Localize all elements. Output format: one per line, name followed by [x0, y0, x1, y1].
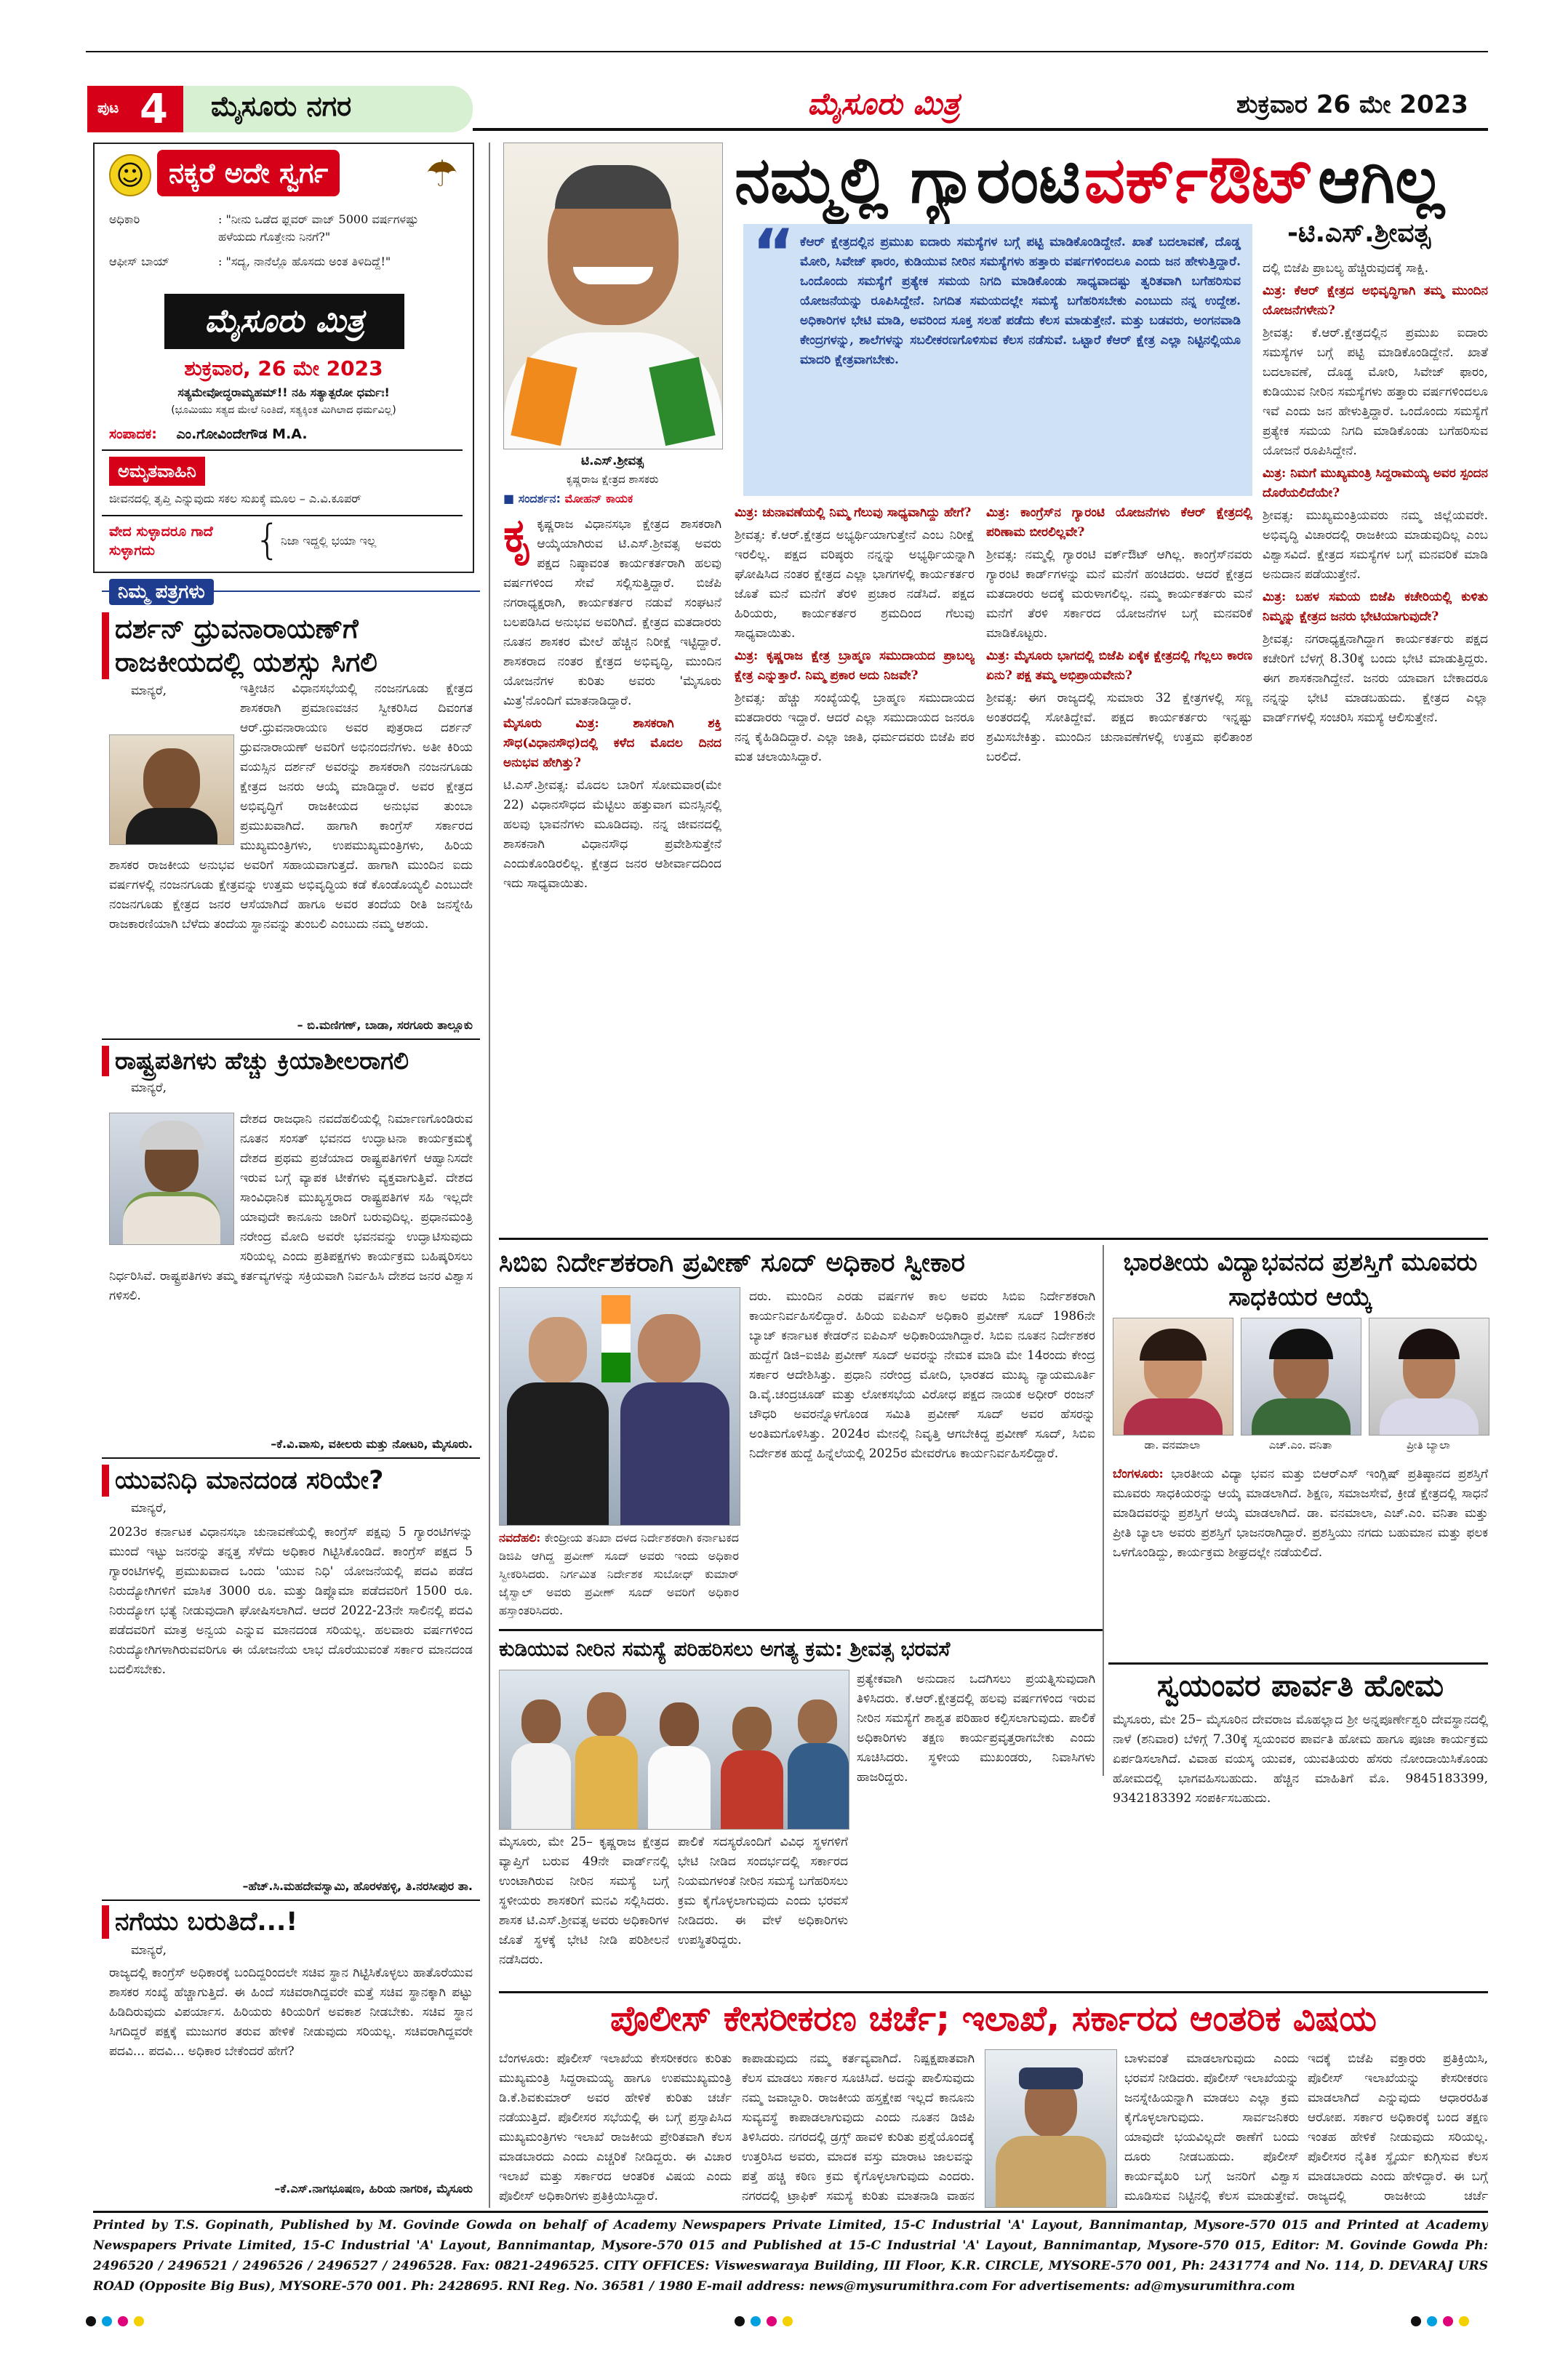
cbi-headline: ಸಿಬಿಐ ನಿರ್ದೇಶಕರಾಗಿ ಪ್ರವೀಣ್ ಸೂದ್ ಅಧಿಕಾರ ಸ್ವೀಕಾರ [499, 1248, 965, 1278]
qa5-question: ಮಿತ್ರ: ಮೈಸೂರು ಭಾಗದಲ್ಲಿ ಬಿಜೆಪಿ ಏಕೈಕ ಕ್ಷೇತ್ರದಲ್ಲಿ ಗೆಲ್ಲಲು ಕಾರಣ ಏನು? ಪಕ್ಷ ತಮ್ಮ ಅಭಿಪ್ರಾಯವೇನು? [986, 649, 1252, 683]
lead-column-2 [735, 503, 975, 1232]
letter-4-text: ರಾಜ್ಯದಲ್ಲಿ ಕಾಂಗ್ರೆಸ್ ಅಧಿಕಾರಕ್ಕೆ ಬಂದಿದ್ದರಿಂದಲೇ ಸಚಿವ ಸ್ಥಾನ ಗಿಟ್ಟಿಸಿಕೊಳ್ಳಲು ಹಾತೊರೆಯುವ ಶಾಸಕರ ಸಂಖ್ಯೆ ಹೆಚ್ಚಾಗುತ್ತಿದೆ. ಈ ಹಿಂದೆ ಸಚಿವರಾಗಿದ್ದವರೇ ಮತ್ತೆ ಸಚಿವ ಸ್ಥಾನಕ್ಕಾಗಿ ಪಟ್ಟು ಹಿಡಿದಿರುವುದು ವಿಪರ್ಯಾಸ. ಹಿರಿಯರು ಕಿರಿಯರಿಗೆ ಅವಕಾಶ ನೀಡಬೇಕು. ಸಚಿವ ಸ್ಥಾನ ಸಿಗದಿದ್ದರೆ ಪಕ್ಷಕ್ಕೆ ಮುಜುಗರ ತರುವ ಹೇಳಿಕೆ ನೀಡುವುದು ಸರಿಯಲ್ಲ. ಸಚಿವರಾಗಿದ್ದವರೇ ಪದವಿ... ಪದವಿ... ಅಧಿಕಾರ ಬೇಕೆಂದರೆ ಹೇಗೆ? [109, 1966, 473, 2059]
page-number-badge [87, 86, 183, 132]
water-photo [499, 1670, 849, 1830]
police-col3-text: ಬಾಳುವಂತೆ ಮಾಡಲಾಗುವುದು ಎಂದು ಭರವಸೆ ನೀಡಿದರು. ಪೊಲೀಸ್ ಇಲಾಖೆಯನ್ನು ಜನಸ್ನೇಹಿಯನ್ನಾಗಿ ಮಾಡಲು ಎಲ್ಲಾ ಕ್ರಮ ಕೈಗೊಳ್ಳಲಾಗುವುದು. ಸಾರ್ವಜನಿಕರು ಯಾವುದೇ ಭಯವಿಲ್ಲದೇ ಠಾಣೆಗೆ ಬಂದು ದೂರು ನೀಡಬಹುದು. ಪೊಲೀಸ್ ಕಾರ್ಯವೈಖರಿ ಬಗ್ಗೆ ಜನರಿಗೆ ವಿಶ್ವಾಸ ಮೂಡಿಸುವ ನಿಟ್ಟಿನಲ್ಲಿ ಕೆಲಸ ಮಾಡುತ್ತೇವೆ. [1124, 2051, 1299, 2203]
letter-2 [102, 1046, 480, 1095]
qa8-question: ಮಿತ್ರ: ಬಹಳ ಸಮಯ ಬಿಜೆಪಿ ಕಚೇರಿಯಲ್ಲಿ ಕುಳಿತು ನಿಮ್ಮನ್ನು ಕ್ಷೇತ್ರದ ಜನರು ಭೇಟಿಯಾಗುವುದೇ? [1263, 590, 1488, 624]
editor-label: ಸಂಪಾದಕ: [109, 426, 157, 442]
humor-q-text: : "ನೀನು ಒಡೆದ ಫ್ಲವರ್ ವಾಜ್ 5000 ವರ್ಷಗಳಷ್ಟು ಹಳೆಯದು ಗೊತ್ತೇನು ನಿನಗೆ?" [218, 212, 419, 244]
qa3-answer: ಶ್ರೀವತ್ಸ: ಹೆಚ್ಚು ಸಂಖ್ಯೆಯಲ್ಲಿ ಬ್ರಾಹ್ಮಣ ಸಮುದಾಯದ ಮತದಾರರು ಇದ್ದಾರೆ. ಆದರೆ ಎಲ್ಲಾ ಸಮುದಾಯದ ಜನರೂ ನನ್ನ ಕೈಹಿಡಿದಿದ್ದಾರೆ. ಎಲ್ಲಾ ಜಾತಿ, ಧರ್ಮದವರು ಬಿಜೆಪಿ ಪರ ಮತ ಚಲಾಯಿಸಿದ್ದಾರೆ. [735, 691, 975, 764]
pull-quote-box [743, 215, 1252, 496]
bhavan-name-2: ಎಚ್.ಎಂ. ವನಿತಾ [1268, 1438, 1332, 1452]
police-photo [985, 2049, 1117, 2208]
proverb-left: ವೇದ ಸುಳ್ಳಾದರೂ ಗಾದೆ ಸುಳ್ಳಾಗದು [109, 524, 213, 559]
qa2-answer: ಶ್ರೀವತ್ಸ: ಕೆ.ಆರ್.ಕ್ಷೇತ್ರದ ಅಭ್ಯರ್ಥಿಯಾಗುತ್ತೇನೆ ಎಂಬ ನಿರೀಕ್ಷೆ ಇರಲಿಲ್ಲ. ಪಕ್ಷದ ವರಿಷ್ಠರು ನನ್ನನ್ನು ಅಭ್ಯರ್ಥಿಯನ್ನಾಗಿ ಘೋಷಿಸಿದ ನಂತರ ಕ್ಷೇತ್ರದ ಎಲ್ಲಾ ಭಾಗಗಳಲ್ಲಿ ಕಾರ್ಯಕರ್ತರ ಜೊತೆ ಮನೆ ಮನೆಗೆ ತೆರಳಿ ಪ್ರಚಾರ ನಡೆಸಿದೆ. ಪಕ್ಷದ ಹಿರಿಯರು, ಕಾರ್ಯಕರ್ತರ ಶ್ರಮದಿಂದ ಗೆಲುವು ಸಾಧ್ಯವಾಯಿತು. [735, 528, 975, 641]
letter-3 [102, 1465, 480, 1516]
humor-a-text: : "ಸದ್ಯ, ನಾನೆಲ್ಲೊ ಹೊಸದು ಅಂತ ತಿಳಿದಿದ್ದೆ!" [218, 255, 391, 268]
brace-icon: { [255, 516, 281, 564]
masthead-small: ಮೈಸೂರು ಮಿತ್ರ [807, 86, 960, 121]
lead-headline [735, 143, 1488, 230]
quote-mark-icon: “ [752, 215, 796, 292]
humor-a-label: ಆಫೀಸ್ ಬಾಯ್ [109, 255, 170, 268]
bhavan-body [1113, 1465, 1488, 1660]
cbi-caption-label: ನವದೆಹಲಿ: [499, 1531, 541, 1545]
cbi-photo [499, 1287, 740, 1526]
print-marks-center [735, 2315, 799, 2329]
water-body-2 [678, 1833, 848, 1985]
interviewer-label: ಸಂದರ್ಶನ: [518, 492, 561, 505]
humor-title: ನಕ್ಕರೆ ಅದೇ ಸ್ವರ್ಗ [157, 150, 340, 196]
qa1-answer: ಟಿ.ಎಸ್.ಶ್ರೀವತ್ಸ: ಮೊದಲ ಬಾರಿಗೆ ಸೋಮವಾರ(ಮೇ 22) ವಿಧಾನಸೌಧದ ಮೆಟ್ಟಿಲು ಹತ್ತುವಾಗ ಮನಸ್ಸಿನಲ್ಲಿ ಹಲವು ಭಾವನೆಗಳು ಮೂಡಿದವು. ನನ್ನ ಜೀವನದಲ್ಲಿ ಶಾಸಕನಾಗಿ ವಿಧಾನಸೌಧ ಪ್ರವೇಶಿಸುತ್ತೇನೆ ಎಂದುಕೊಂಡಿರಲಿಲ್ಲ. ಕ್ಷೇತ್ರದ ಜನರ ಆಶೀರ್ವಾದದಿಂದ ಇದು ಸಾಧ್ಯವಾಯಿತು. [503, 778, 721, 891]
letter-divider-2 [102, 1457, 480, 1459]
sidebar-divider [102, 449, 463, 451]
qa5-answer: ಶ್ರೀವತ್ಸ: ಈಗ ರಾಜ್ಯದಲ್ಲಿ ಸುಮಾರು 32 ಕ್ಷೇತ್ರಗಳಲ್ಲಿ ಸಣ್ಣ ಅಂತರದಲ್ಲಿ ಸೋತಿದ್ದೇವೆ. ಪಕ್ಷದ ಕಾರ್ಯಕರ್ತರು ಇನ್ನಷ್ಟು ಶ್ರಮಿಸಬೇಕಿತ್ತು. ಮುಂದಿನ ಚುನಾವಣೆಗಳಲ್ಲಿ ಉತ್ತಮ ಫಲಿತಾಂಶ ಬರಲಿದೆ. [986, 691, 1252, 764]
humor-question [109, 211, 458, 246]
bhavan-photo-2 [1241, 1318, 1361, 1436]
cbi-caption [499, 1529, 739, 1625]
homa-body [1113, 1710, 1488, 1851]
police-col2-text: ಕಾಪಾಡುವುದು ನಮ್ಮ ಕರ್ತವ್ಯವಾಗಿದೆ. ನಿಷ್ಪಕ್ಷಪಾತವಾಗಿ ಕೆಲಸ ಮಾಡಲು ಸರ್ಕಾರ ಸೂಚಿಸಿದೆ. ಅದನ್ನು ಪಾಲಿಸುವುದು ನಮ್ಮ ಜವಾಬ್ದಾರಿ. ರಾಜಕೀಯ ಹಸ್ತಕ್ಷೇಪ ಇಲ್ಲದೆ ಕಾನೂನು ಸುವ್ಯವಸ್ಥೆ ಕಾಪಾಡಲಾಗುವುದು ಎಂದು ನೂತನ ಡಿಜಿಪಿ ತಿಳಿಸಿದರು. ನಗರದಲ್ಲಿ ಡ್ರಗ್ಸ್ ಹಾವಳಿ ಕುರಿತು ಪ್ರಶ್ನೆಯೊಂದಕ್ಕೆ ಉತ್ತರಿಸಿದ ಅವರು, ಮಾದಕ ವಸ್ತು ಮಾರಾಟ ಜಾಲವನ್ನು ಪತ್ತೆ ಹಚ್ಚಿ ಕಠಿಣ ಕ್ರಮ ಕೈಗೊಳ್ಳಲಾಗುವುದು ಎಂದರು. ನಗರದಲ್ಲಿ ಟ್ರಾಫಿಕ್ ಸಮಸ್ಯೆ ಕುರಿತು ಮಾತನಾಡಿ ವಾಹನ [742, 2051, 975, 2203]
qa6-answer: ಶ್ರೀವತ್ಸ: ಕೆ.ಆರ್.ಕ್ಷೇತ್ರದಲ್ಲಿನ ಪ್ರಮುಖ ಐದಾರು ಸಮಸ್ಯೆಗಳ ಬಗ್ಗೆ ಪಟ್ಟಿ ಮಾಡಿಕೊಂಡಿದ್ದೇನೆ. ಖಾತೆ ಬದಲಾವಣೆ, ದೊಡ್ಡ ಮೋರಿ, ಸಿವೇಜ್ ಫಾರಂ, ಕುಡಿಯುವ ನೀರಿನ ಸಮಸ್ಯೆಗಳು ಹತ್ತಾರು ವರ್ಷಗಳಿಂದಲೂ ಇವೆ ಎಂದು ಜನ ಹೇಳುತ್ತಿದ್ದಾರೆ. ಒಂದೊಂದು ಸಮಸ್ಯೆಗೆ ಪ್ರತ್ಯೇಕ ಸಮಯ ನಿಗದಿ ಮಾಡಿಕೊಂಡು ಬಗೆಹರಿಸುವ ಯೋಜನೆ ರೂಪಿಸಿದ್ದೇನೆ. [1263, 326, 1488, 458]
lead-column-1 [503, 515, 721, 1232]
lead-bottom-rule [499, 1238, 1488, 1240]
police-col-4 [1308, 2049, 1488, 2206]
column-rule [489, 143, 490, 2208]
humor-answer [109, 253, 458, 271]
column-rule-2 [1103, 1245, 1104, 1776]
lead-col4-text: ದಲ್ಲಿ ಬಿಜೆಪಿ ಪ್ರಾಬಲ್ಯ ಹೆಚ್ಚಿರುವುದಕ್ಕೆ ಸಾಕ್ಷಿ. [1263, 261, 1429, 276]
masthead-motto-2: (ಭೂಮಿಯು ಸತ್ಯದ ಮೇಲೆ ನಿಂತಿದೆ, ಸತ್ಯಕ್ಕಿಂತ ಮಿಗಿಲಾದ ಧರ್ಮವಿಲ್ಲ) [171, 404, 396, 416]
letter-2-body [109, 1110, 473, 1434]
interviewer-line [503, 492, 721, 506]
bhavan-photo-1 [1113, 1318, 1233, 1436]
laughing-face-icon: ☺ [109, 154, 151, 196]
letter-divider-3 [102, 1899, 480, 1901]
pull-quote-text: ಕೆಆರ್ ಕ್ಷೇತ್ರದಲ್ಲಿನ ಪ್ರಮುಖ ಐದಾರು ಸಮಸ್ಯೆಗಳ ಬಗ್ಗೆ ಪಟ್ಟಿ ಮಾಡಿಕೊಂಡಿದ್ದೇನೆ. ಖಾತೆ ಬದಲಾವಣೆ, ದೊಡ್ಡ ಮೋರಿ, ಸಿವೇಜ್ ಫಾರಂ, ಕುಡಿಯುವ ನೀರಿನ ಸಮಸ್ಯೆಗಳು ಹತ್ತಾರು ವರ್ಷಗಳಿಂದಲೂ ಎಂದು ಜನ ಹೇಳುತ್ತಿದ್ದಾರೆ. ಒಂದೊಂದು ಸಮಸ್ಯೆಗೆ ಪ್ರತ್ಯೇಕ ಸಮಯ ನಿಗದಿ ಮಾಡಿಕೊಂಡು ಸಾಧ್ಯವಾದಷ್ಟು ತ್ವರಿತವಾಗಿ ಬಗೆಹರಿಸುವ ಯೋಜನೆಯನ್ನು ರೂಪಿಸಿದ್ದೇನೆ. ನಿಗದಿತ ಸಮಯದಲ್ಲೇ ಸಮಸ್ಯೆ ಬಗೆಹರಿಸಬೇಕು ಎಂಬುದು ನನ್ನ ಉದ್ದೇಶ. ಅಧಿಕಾರಿಗಳ ಭೇಟಿ ಮಾಡಿ, ಅವರಿಂದ ಸೂಕ್ತ ಸಲಹೆ ಪಡೆದು ಕೆಲಸ ಮಾಡುತ್ತೇನೆ. ಮತ್ತು ಬಡವರು, ಅಂಗನವಾಡಿ ಕೇಂದ್ರಗಳನ್ನು, ಶಾಲೆಗಳನ್ನು ಸಬಲೀಕರಣಗೊಳಿಸುವ ಕೆಲಸ ನಡೆಸುವೆ. ಒಟ್ಟಾರೆ ಕೆಆರ್ ಕ್ಷೇತ್ರ ಎಲ್ಲಾ ನಿಟ್ಟಿನಲ್ಲಿಯೂ ಮಾದರಿ ಕ್ಷೇತ್ರವಾಗಬೇಕು. [800, 235, 1241, 367]
page-label: ಪುಟ [97, 99, 119, 116]
cbi-body [749, 1287, 1095, 1625]
bhavan-photo-3 [1369, 1318, 1489, 1436]
bhavan-body-label: ಬೆಂಗಳೂರು: [1113, 1467, 1164, 1481]
police-top-rule [499, 1991, 1488, 1993]
sidebar-divider-2 [102, 515, 463, 516]
letter-3-sign: –ಹೆಚ್.ಸಿ.ಮಹದೇವಸ್ವಾಮಿ, ಹೊರಳಹಳ್ಳಿ, ತಿ.ನರಸೀಪುರ ತಾ. [242, 1879, 473, 1893]
masthead-logo [164, 294, 404, 349]
letter-1-body [109, 679, 473, 1017]
qa7-answer: ಶ್ರೀವತ್ಸ: ಮುಖ್ಯಮಂತ್ರಿಯವರು ನಮ್ಮ ಜಿಲ್ಲೆಯವರೇ. ಅಭಿವೃದ್ಧಿ ವಿಚಾರದಲ್ಲಿ ರಾಜಕೀಯ ಮಾಡುವುದಿಲ್ಲ ಎಂಬ ವಿಶ್ವಾಸವಿದೆ. ಕ್ಷೇತ್ರದ ಸಮಸ್ಯೆಗಳ ಬಗ್ಗೆ ಮನವರಿಕೆ ಮಾಡಿ ಅನುದಾನ ಪಡೆಯುತ್ತೇನೆ. [1263, 508, 1488, 582]
footer-imprint: Printed by T.S. Gopinath, Published by M. Govinde Gowda on behalf of Academy Newspapers Private Limited, 15-C Industrial 'A' Layout, Bannimantap, Mysore-570 015 and Printed at Academy Newspapers Private Limited, 15-C Industrial 'A' Layout, Bannimantap, Mysore-570 015 and Published at 15-C Industrial 'A' Layout, Bannimantap, Mysore-570 015, Editor: M. Govinde Gowda Ph: 2496520 / 2496521 / 2496526 / 2496527 / 2496528. Fax: 0821-2496525. CITY OFFICES: Visweswaraya Building, III Floor, K.R. CIRCLE, MYSORE-570 001, Ph: 2431774 and No. 114, D. DEVARAJ URS ROAD (Opposite Big Bus), MYSORE-570 001. Ph: 2428695. RNI Reg. No. 36581 / 1980 E-mail address: news@mysurumithra.com For advertisements: ad@mysurumithra.com [93, 2218, 1488, 2294]
bhavan-name-1: ಡಾ. ವನಮಾಲಾ [1144, 1438, 1201, 1452]
proverb-right: ನಿಜಾ ಇದ್ದಲ್ಲಿ ಭಯಾ ಇಲ್ಲ [281, 534, 377, 548]
letter-1-title: ದರ್ಶನ್ ಧ್ರುವನಾರಾಯಣ್‌ಗೆ ರಾಜಕೀಯದಲ್ಲಿ ಯಶಸ್ಸು ಸಿಗಲಿ [102, 612, 480, 679]
water-body-2-text: ಪಾಲಿಕೆ ಸದಸ್ಯರೊಂದಿಗೆ ವಿವಿಧ ಸ್ಥಳಗಳಿಗೆ ಭೇಟಿ ನೀಡಿದ ಸಂದರ್ಭದಲ್ಲಿ ಸರ್ಕಾರದ ನಿಯಮಗಳಂತೆ ನೀರಿನ ಸಮಸ್ಯೆ ಬಗೆಹರಿಸಲು ಕ್ರಮ ಕೈಗೊಳ್ಳಲಾಗುವುದು ಎಂದು ಭರವಸೆ ನೀಡಿದರು. ಈ ವೇಳೆ ಅಧಿಕಾರಿಗಳು ಉಪಸ್ಥಿತರಿದ್ದರು. [678, 1835, 848, 1947]
amrutha-title: ಅಮೃತವಾಹಿನಿ [109, 457, 205, 486]
water-body-1 [499, 1833, 669, 1985]
police-headline: ಪೊಲೀಸ್ ಕೇಸರೀಕರಣ ಚರ್ಚೆ; ಇಲಾಖೆ, ಸರ್ಕಾರದ ಆಂತರಿಕ ವಿಷಯ [610, 1998, 1377, 2039]
humor-body [109, 211, 458, 271]
water-body-3 [857, 1670, 1095, 1985]
editor-line [109, 426, 458, 442]
police-col-1 [499, 2049, 732, 2206]
police-col-3 [1124, 2049, 1299, 2206]
bhavan-body-text: ಭಾರತೀಯ ವಿದ್ಯಾ ಭವನ ಮತ್ತು ಬಿಆರ್‌ಎಸ್ ಇಂಗ್ಲಿಷ್ ಪ್ರತಿಷ್ಠಾನದ ಪ್ರಶಸ್ತಿಗೆ ಮೂವರು ಸಾಧಕಿಯರನ್ನು ಆಯ್ಕೆ ಮಾಡಲಾಗಿದೆ. ಶಿಕ್ಷಣ, ಸಮಾಜಸೇವೆ, ಕ್ರೀಡೆ ಕ್ಷೇತ್ರದಲ್ಲಿ ಸಾಧನೆ ಮಾಡಿದವರನ್ನು ಪ್ರಶಸ್ತಿಗೆ ಆಯ್ಕೆ ಮಾಡಲಾಗಿದೆ. ಡಾ. ವನಮಾಲಾ, ಎಚ್.ಎಂ. ವನಿತಾ ಮತ್ತು ಪ್ರೀತಿ ಬ್ಯಾಲಾ ಅವರು ಪ್ರಶಸ್ತಿಗೆ ಭಾಜನರಾಗಿದ್ದಾರೆ. ಪ್ರಶಸ್ತಿಯು ನಗದು ಬಹುಮಾನ ಮತ್ತು ಫಲಕ ಒಳಗೊಂಡಿದ್ದು, ಕಾರ್ಯಕ್ರಮ ಶೀಘ್ರದಲ್ಲೇ ನಡೆಯಲಿದೆ. [1113, 1467, 1488, 1560]
lead-col1-text: ಕೃಷ್ಣರಾಜ ವಿಧಾನಸಭಾ ಕ್ಷೇತ್ರದ ಶಾಸಕರಾಗಿ ಆಯ್ಕೆಯಾಗಿರುವ ಟಿ.ಎಸ್.ಶ್ರೀವತ್ಸ ಅವರು ಪಕ್ಷದ ನಿಷ್ಠಾವಂತ ಕಾರ್ಯಕರ್ತರಾಗಿ ಹಲವು ವರ್ಷಗಳಿಂದ ಸೇವೆ ಸಲ್ಲಿಸುತ್ತಿದ್ದಾರೆ. ಬಿಜೆಪಿ ನಗರಾಧ್ಯಕ್ಷರಾಗಿ, ಕಾರ್ಯಕರ್ತರ ನಡುವೆ ಸಂಘಟನೆ ಬಲಪಡಿಸಿದ ಅನುಭವ ಅವರಿಗಿದೆ. ಕ್ಷೇತ್ರದ ಮತದಾರರು ನೂತನ ಶಾಸಕರ ಮೇಲೆ ಹೆಚ್ಚಿನ ನಿರೀಕ್ಷೆ ಇಟ್ಟಿದ್ದಾರೆ. ಶಾಸಕರಾದ ನಂತರ ಕ್ಷೇತ್ರದ ಅಭಿವೃದ್ಧಿ, ಮುಂದಿನ ಯೋಜನೆಗಳ ಕುರಿತು ಅವರು 'ಮೈಸೂರು ಮಿತ್ರ'ನೊಂದಿಗೆ ಮಾತನಾಡಿದ್ದಾರೆ. [503, 517, 721, 708]
qa1-question: ಮೈಸೂರು ಮಿತ್ರ: ಶಾಸಕರಾಗಿ ಶಕ್ತಿ ಸೌಧ(ವಿಧಾನಸೌಧ)ದಲ್ಲಿ ಕಳೆದ ಮೊದಲ ದಿನದ ಅನುಭವ ಹೇಗಿತ್ತು? [503, 716, 721, 770]
qa6-question: ಮಿತ್ರ: ಕೆಆರ್ ಕ್ಷೇತ್ರದ ಅಭಿವೃದ್ಧಿಗಾಗಿ ತಮ್ಮ ಮುಂದಿನ ಯೋಜನೆಗಳೇನು? [1263, 284, 1488, 318]
print-marks-left [86, 2315, 150, 2329]
lead-byline: -ಟಿ.ಎಸ್.ಶ್ರೀವತ್ಸ [1287, 218, 1431, 248]
interviewer-name: ಮೋಹನ್ ಕಾಯಕ [564, 492, 633, 505]
letter-3-salute: ಮಾನ್ಯರೆ, [131, 1501, 167, 1516]
header-rule [473, 128, 1488, 131]
humor-header [109, 150, 458, 201]
letter-1-sign: – ಬಿ.ಮಣಿಗಣ್, ಬಾಡಾ, ಸರಗೂರು ತಾಲ್ಲೂಕು [297, 1018, 473, 1032]
lead-headline-3: ಆಗಿಲ್ಲ [1318, 143, 1444, 217]
cbi-bottom-rule [499, 1629, 1103, 1631]
bhavan-headline: ಭಾರತೀಯ ವಿದ್ಯಾಭವನದ ಪ್ರಶಸ್ತಿಗೆ ಮೂವರು ಸಾಧಕಿಯರ ಆಯ್ಕೆ [1123, 1248, 1478, 1312]
letter-2-sign: –ಕೆ.ವಿ.ವಾಸು, ವಕೀಲರು ಮತ್ತು ನೋಟರಿ, ಮೈಸೂರು. [271, 1437, 473, 1451]
editor-name: ಎಂ.ಗೋವಿಂದೇಗೌಡ M.A. [176, 426, 308, 442]
letter-4-sign: –ಕೆ.ಎಸ್.ನಾಗಭೂಷಣ, ಹಿರಿಯ ನಾಗರಿಕ, ಮೈಸೂರು [274, 2182, 473, 2195]
letter-4-body [109, 1963, 473, 2179]
qa2-question: ಮಿತ್ರ: ಚುನಾವಣೆಯಲ್ಲಿ ನಿಮ್ಮ ಗೆಲುವು ಸಾಧ್ಯವಾಗಿದ್ದು ಹೇಗೆ? [735, 505, 972, 520]
header-date: ಶುಕ್ರವಾರ 26 ಮೇ 2023 [1236, 90, 1468, 119]
letter-4-title: ನಗೆಯು ಬರುತಿದೆ...! [102, 1905, 480, 1939]
bhavan-photos [1113, 1318, 1488, 1459]
scarecrow-icon: ☂ [425, 153, 458, 195]
letter-1-text: ಇತ್ತೀಚಿನ ವಿಧಾನಸಭೆಯಲ್ಲಿ ನಂಜನಗೂಡು ಕ್ಷೇತ್ರದ ಶಾಸಕರಾಗಿ ಪ್ರಮಾಣವಚನ ಸ್ವೀಕರಿಸಿದ ದಿವಂಗತ ಆರ್.ಧ್ರುವನಾರಾಯಣ ಅವರ ಪುತ್ರರಾದ ದರ್ಶನ್ ಧ್ರುವನಾರಾಯಣ್ ಅವರಿಗೆ ಅಭಿನಂದನೆಗಳು. ಅತೀ ಕಿರಿಯ ವಯಸ್ಸಿನ ದರ್ಶನ್ ಅವರನ್ನು ಶಾಸಕರಾಗಿ ನಂಜನಗೂಡು ಕ್ಷೇತ್ರದ ಜನರು ಆಯ್ಕೆ ಮಾಡಿದ್ದಾರೆ. ಅವರ ಕ್ಷೇತ್ರದ ಅಭಿವೃದ್ಧಿಗೆ ರಾಜಕೀಯದ ಅನುಭವ ತುಂಬಾ ಪ್ರಮುಖವಾಗಿದೆ. ಹಾಗಾಗಿ ಕಾಂಗ್ರೆಸ್ ಸರ್ಕಾರದ ಮುಖ್ಯಮಂತ್ರಿಗಳು, ಉಪಮುಖ್ಯಮಂತ್ರಿಗಳು, ಹಿರಿಯ ಶಾಸಕರ ರಾಜಕೀಯ ಅನುಭವ ಅವರಿಗೆ ಸಹಾಯವಾಗುತ್ತದೆ. ಹಾಗಾಗಿ ಮುಂದಿನ ಐದು ವರ್ಷಗಳಲ್ಲಿ ನಂಜನಗೂಡು ಕ್ಷೇತ್ರವನ್ನು ಉತ್ತಮ ಅಭಿವೃದ್ಧಿಯ ಕಡೆ ಕೊಂಡೊಯ್ಯಲಿ ಎಂಬುದೇ ನಂಜನಗೂಡು ಕ್ಷೇತ್ರದ ಜನರ ಆಸೆಯಾಗಿದೆ ಹಾಗೂ ಅವರ ತಂದೆಯ ರೀತಿ ಜನಸ್ನೇಹಿ ರಾಜಕಾರಣಿಯಾಗಿ ಬೆಳೆದು ತಂದೆಯ ಸ್ಥಾನವನ್ನು ತುಂಬಲಿ ಎಂಬುದು ನಮ್ಮ ಆಶಯ. [109, 681, 473, 932]
print-marks-right [1411, 2315, 1475, 2329]
qa4-question: ಮಿತ್ರ: ಕಾಂಗ್ರೆಸ್‌ನ ಗ್ಯಾರಂಟಿ ಯೋಜನೆಗಳು ಕೆಆರ್ ಕ್ಷೇತ್ರದಲ್ಲಿ ಪರಿಣಾಮ ಬೀರಲಿಲ್ಲವೇ? [986, 505, 1252, 540]
section-title: ಮೈಸೂರು ನಗರ [211, 90, 352, 122]
bhavan-name-3: ಪ್ರೀತಿ ಬ್ಯಾಲಾ [1407, 1438, 1450, 1452]
qa4-answer: ಶ್ರೀವತ್ಸ: ನಮ್ಮಲ್ಲಿ ಗ್ಯಾರಂಟಿ ವರ್ಕ್‌ಔಟ್ ಆಗಿಲ್ಲ. ಕಾಂಗ್ರೆಸ್‌ನವರು ಗ್ಯಾರಂಟಿ ಕಾರ್ಡ್‌ಗಳನ್ನು ಮನೆ ಮನೆಗೆ ಹಂಚಿದರು. ಆದರೆ ಕ್ಷೇತ್ರದ ಮತದಾರರು ಅದಕ್ಕೆ ಮರುಳಾಗಲಿಲ್ಲ. ನಮ್ಮ ಕಾರ್ಯಕರ್ತರು ಮನೆ ಮನೆಗೆ ತೆರಳಿ ಸರ್ಕಾರದ ಯೋಜನೆಗಳ ಬಗ್ಗೆ ಮನವರಿಕೆ ಮಾಡಿಕೊಟ್ಟರು. [986, 548, 1252, 641]
letter-divider [102, 1038, 480, 1040]
letter-2-salute: ಮಾನ್ಯರೆ, [131, 1081, 167, 1095]
drop-cap: ಕೃ [503, 515, 533, 563]
letter-2-title: ರಾಷ್ಟ್ರಪತಿಗಳು ಹೆಚ್ಚು ಕ್ರಿಯಾಶೀಲರಾಗಲಿ [102, 1046, 480, 1076]
letter-3-title: ಯುವನಿಧಿ ಮಾನದಂಡ ಸರಿಯೇ? [102, 1465, 480, 1497]
letter-4 [102, 1905, 480, 1958]
lead-photo-name: ಟಿ.ಎಸ್.ಶ್ರೀವತ್ಸ [581, 454, 644, 468]
letter-4-salute: ಮಾನ್ಯರೆ, [131, 1943, 167, 1958]
masthead-date: ಶುಕ್ರವಾರ, 26 ಮೇ 2023 [184, 356, 383, 380]
police-col4-text: ಇದಕ್ಕೆ ಬಿಜೆಪಿ ವಕ್ತಾರರು ಪ್ರತಿಕ್ರಿಯಿಸಿ, ಪೊಲೀಸ್ ಇಲಾಖೆಯನ್ನು ಕೇಸರೀಕರಣ ಮಾಡಲಾಗಿದೆ ಎನ್ನುವುದು ಆಧಾರರಹಿತ ಆರೋಪ. ಸರ್ಕಾರ ಅಧಿಕಾರಕ್ಕೆ ಬಂದ ತಕ್ಷಣ ಇಂತಹ ಹೇಳಿಕೆ ನೀಡುವುದು ಸರಿಯಲ್ಲ. ಪೊಲೀಸರ ನೈತಿಕ ಸ್ಥೈರ್ಯ ಕುಗ್ಗಿಸುವ ಕೆಲಸ ಮಾಡಬಾರದು ಎಂದು ಹೇಳಿದ್ದಾರೆ. ಈ ಬಗ್ಗೆ ರಾಜ್ಯದಲ್ಲಿ ರಾಜಕೀಯ ಚರ್ಚೆ [1308, 2051, 1488, 2203]
cbi-caption-text: ಕೇಂದ್ರೀಯ ತನಿಖಾ ದಳದ ನಿರ್ದೇಶಕರಾಗಿ ಕರ್ನಾಟಕದ ಡಿಜಿಪಿ ಆಗಿದ್ದ ಪ್ರವೀಣ್ ಸೂದ್ ಅವರು ಇಂದು ಅಧಿಕಾರ ಸ್ವೀಕರಿಸಿದರು. ನಿರ್ಗಮಿತ ನಿರ್ದೇಶಕ ಸುಬೋಧ್ ಕುಮಾರ್ ಜೈಸ್ವಾಲ್ ಅವರು ಪ್ರವೀಣ್ ಸೂದ್ ಅವರಿಗೆ ಅಧಿಕಾರ ಹಸ್ತಾಂತರಿಸಿದರು. [499, 1531, 739, 1617]
lead-photo [503, 143, 723, 449]
water-body-3-text: ಪ್ರತ್ಯೇಕವಾಗಿ ಅನುದಾನ ಒದಗಿಸಲು ಪ್ರಯತ್ನಿಸುವುದಾಗಿ ತಿಳಿಸಿದರು. ಕೆ.ಆರ್.ಕ್ಷೇತ್ರದಲ್ಲಿ ಹಲವು ವರ್ಷಗಳಿಂದ ಇರುವ ನೀರಿನ ಸಮಸ್ಯೆಗೆ ಶಾಶ್ವತ ಪರಿಹಾರ ಕಲ್ಪಿಸಲಾಗುವುದು. ಪಾಲಿಕೆ ಅಧಿಕಾರಿಗಳು ತಕ್ಷಣ ಕಾರ್ಯಪ್ರವೃತ್ತರಾಗಬೇಕು ಎಂದು ಸೂಚಿಸಿದರು. ಸ್ಥಳೀಯ ಮುಖಂಡರು, ನಿವಾಸಿಗಳು ಹಾಜರಿದ್ದರು. [857, 1672, 1095, 1785]
lead-column-4 [1263, 259, 1488, 1230]
lead-headline-2: ವರ್ಕ್‌ಔಟ್ [1084, 143, 1315, 217]
masthead-logo-text: ಮೈಸೂರು ಮಿತ್ರ [204, 303, 364, 340]
footer-rule [93, 2211, 1488, 2213]
lead-photo-role: ಕೃಷ್ಣರಾಜ ಕ್ಷೇತ್ರದ ಶಾಸಕರು [566, 473, 659, 486]
humor-q-label: ಅಧಿಕಾರಿ [109, 212, 140, 226]
qa7-question: ಮಿತ್ರ: ನಿಮಗೆ ಮುಖ್ಯಮಂತ್ರಿ ಸಿದ್ದರಾಮಯ್ಯ ಅವರ ಸ್ಪಂದನ ದೊರೆಯಲಿದೆಯೇ? [1263, 466, 1488, 500]
qa8-answer: ಶ್ರೀವತ್ಸ: ನಗರಾಧ್ಯಕ್ಷನಾಗಿದ್ದಾಗ ಕಾರ್ಯಕರ್ತರು ಪಕ್ಷದ ಕಚೇರಿಗೆ ಬೆಳಗ್ಗೆ 8.30ಕ್ಕೆ ಬಂದು ಭೇಟಿ ಮಾಡುತ್ತಿದ್ದರು. ಈಗ ಶಾಸಕನಾಗಿದ್ದೇನೆ. ಜನರು ಯಾವಾಗ ಬೇಕಾದರೂ ನನ್ನನ್ನು ಭೇಟಿ ಮಾಡಬಹುದು. ಕ್ಷೇತ್ರದ ಎಲ್ಲಾ ವಾರ್ಡ್‌ಗಳಲ್ಲಿ ಸಂಚರಿಸಿ ಸಮಸ್ಯೆ ಆಲಿಸುತ್ತೇನೆ. [1263, 632, 1488, 725]
homa-headline: ಸ್ವಯಂವರ ಪಾರ್ವತಿ ಹೋಮ [1156, 1668, 1444, 1703]
page-number: 4 [140, 86, 168, 133]
water-headline: ಕುಡಿಯುವ ನೀರಿನ ಸಮಸ್ಯೆ ಪರಿಹರಿಸಲು ಅಗತ್ಯ ಕ್ರಮ: ಶ್ರೀವತ್ಸ ಭರವಸೆ [499, 1637, 951, 1661]
letters-section-title: ನಿಮ್ಮ ಪತ್ರಗಳು [109, 579, 214, 605]
qa3-question: ಮಿತ್ರ: ಕೃಷ್ಣರಾಜ ಕ್ಷೇತ್ರ ಬ್ರಾಹ್ಮಣ ಸಮುದಾಯದ ಪ್ರಾಬಲ್ಯ ಕ್ಷೇತ್ರ ಎನ್ನುತ್ತಾರೆ. ನಿಮ್ಮ ಪ್ರಕಾರ ಅದು ನಿಜವೇ? [735, 649, 975, 683]
top-rule [86, 51, 1488, 52]
letter-1-salute: ಮಾನ್ಯರೆ, [131, 684, 167, 698]
lead-column-3 [986, 503, 1252, 1232]
letter-3-body [109, 1523, 473, 1875]
water-body-1-text: ಮೈಸೂರು, ಮೇ 25– ಕೃಷ್ಣರಾಜ ಕ್ಷೇತ್ರದ ವ್ಯಾಪ್ತಿಗೆ ಬರುವ 49ನೇ ವಾರ್ಡ್‌ನಲ್ಲಿ ಉಂಟಾಗಿರುವ ನೀರಿನ ಸಮಸ್ಯೆ ಬಗ್ಗೆ ಸ್ಥಳೀಯರು ಶಾಸಕರಿಗೆ ಮನವಿ ಸಲ್ಲಿಸಿದರು. ಶಾಸಕ ಟಿ.ಎಸ್.ಶ್ರೀವತ್ಸ ಅವರು ಅಧಿಕಾರಿಗಳ ಜೊತೆ ಸ್ಥಳಕ್ಕೆ ಭೇಟಿ ನೀಡಿ ಪರಿಶೀಲನೆ ನಡೆಸಿದರು. [499, 1835, 669, 1967]
police-col-2 [742, 2049, 975, 2206]
police-col1-text: ಬೆಂಗಳೂರು: ಪೊಲೀಸ್ ಇಲಾಖೆಯ ಕೇಸರೀಕರಣ ಕುರಿತು ಮುಖ್ಯಮಂತ್ರಿ ಸಿದ್ದರಾಮಯ್ಯ ಹಾಗೂ ಉಪಮುಖ್ಯಮಂತ್ರಿ ಡಿ.ಕೆ.ಶಿವಕುಮಾರ್ ಅವರ ಹೇಳಿಕೆ ಕುರಿತು ಚರ್ಚೆ ನಡೆಯುತ್ತಿದೆ. ಪೊಲೀಸರ ಸಭೆಯಲ್ಲಿ ಈ ಬಗ್ಗೆ ಪ್ರಸ್ತಾಪಿಸಿದ ಮುಖ್ಯಮಂತ್ರಿಗಳು ಇಲಾಖೆ ರಾಜಕೀಯ ಪ್ರೇರಿತವಾಗಿ ಕೆಲಸ ಮಾಡಬಾರದು ಎಂದು ಎಚ್ಚರಿಕೆ ನೀಡಿದ್ದರು. ಈ ವಿಚಾರ ಇಲಾಖೆ ಮತ್ತು ಸರ್ಕಾರದ ಆಂತರಿಕ ವಿಷಯ ಎಂದು ಪೊಲೀಸ್ ಅಧಿಕಾರಿಗಳು ಪ್ರತಿಕ್ರಿಯಿಸಿದ್ದಾರೆ. [499, 2051, 732, 2203]
homa-body-text: ಮೈಸೂರು, ಮೇ 25– ಮೈಸೂರಿನ ದೇವರಾಜ ಮೊಹಲ್ಲಾದ ಶ್ರೀ ಅನ್ನಪೂರ್ಣೇಶ್ವರಿ ದೇವಸ್ಥಾನದಲ್ಲಿ ನಾಳೆ (ಶನಿವಾರ) ಬೆಳಿಗ್ಗೆ 7.30ಕ್ಕೆ ಸ್ವಯಂವರ ಪಾರ್ವತಿ ಹೋಮ ಹಾಗೂ ಪೂಜಾ ಕಾರ್ಯಕ್ರಮ ಏರ್ಪಡಿಸಲಾಗಿದೆ. ವಿವಾಹ ವಯಸ್ಕ ಯುವಕ, ಯುವತಿಯರು ಹೆಸರು ನೋಂದಾಯಿಸಿಕೊಂಡು ಹೋಮದಲ್ಲಿ ಭಾಗವಹಿಸಬಹುದು. ಹೆಚ್ಚಿನ ಮಾಹಿತಿಗೆ ಮೊ. 9845183399, 9342183392 ಸಂಪರ್ಕಿಸಬಹುದು. [1113, 1713, 1488, 1806]
amrutha-text: ಜೀವನದಲ್ಲಿ ತೃಪ್ತಿ ಎನ್ನುವುದು ಸಕಲ ಸುಖಕ್ಕೆ ಮೂಲ – ಎ.ವಿ.ಕೂಪರ್ [109, 492, 361, 505]
masthead-motto-1: ಸತ್ಯಮೇವೋದ್ಧರಾಮ್ಯಹಮ್!! ನಹಿ ಸತ್ಯಾತ್ಪರೋ ಧರ್ಮಃ! [177, 385, 390, 399]
square-bullet-icon: ■ [503, 492, 515, 505]
letter-3-text: 2023ರ ಕರ್ನಾಟಕ ವಿಧಾನಸಭಾ ಚುನಾವಣೆಯಲ್ಲಿ ಕಾಂಗ್ರೆಸ್ ಪಕ್ಷವು 5 ಗ್ಯಾರಂಟಿಗಳನ್ನು ಮುಂದೆ ಇಟ್ಟು ಜನರನ್ನು ತನ್ನತ್ತ ಸೆಳೆದು ಅಧಿಕಾರ ಗಿಟ್ಟಿಸಿಕೊಂಡಿದೆ. ಕಾಂಗ್ರೆಸ್ ಪಕ್ಷದ 5 ಗ್ಯಾರಂಟಿಗಳಲ್ಲಿ ಪ್ರಮುಖವಾದ ಒಂದು 'ಯುವ ನಿಧಿ' ಯೋಜನೆಯಲ್ಲಿ ಪದವಿ ಪಡೆದ ನಿರುದ್ಯೋಗಿಗಳಿಗೆ ಮಾಸಿಕ 3000 ರೂ. ಮತ್ತು ಡಿಪ್ಲೊಮಾ ಪಡೆದವರಿಗೆ 1500 ರೂ. ನಿರುದ್ಯೋಗ ಭತ್ಯೆ ನೀಡುವುದಾಗಿ ಘೋಷಿಸಲಾಗಿದೆ. ಆದರೆ 2022-23ನೇ ಸಾಲಿನಲ್ಲಿ ಪದವಿ ಪಡೆದವರಿಗೆ ಮಾತ್ರ ಅನ್ವಯ ಎನ್ನುವ ಮಾನದಂಡ ಸರಿಯಲ್ಲ. ಹಲವಾರು ವರ್ಷಗಳಿಂದ ನಿರುದ್ಯೋಗಿಗಳಾಗಿರುವವರಿಗೂ ಈ ಯೋಜನೆಯ ಲಾಭ ದೊರೆಯುವಂತೆ ಸರ್ಕಾರ ಮಾನದಂಡ ಬದಲಿಸಬೇಕು. [109, 1525, 473, 1677]
cbi-body-text: ದರು. ಮುಂದಿನ ಎರಡು ವರ್ಷಗಳ ಕಾಲ ಅವರು ಸಿಬಿಐ ನಿರ್ದೇಶಕರಾಗಿ ಕಾರ್ಯನಿರ್ವಹಿಸಲಿದ್ದಾರೆ. ಹಿರಿಯ ಐಪಿಎಸ್ ಅಧಿಕಾರಿ ಪ್ರವೀಣ್ ಸೂದ್ 1986ನೇ ಬ್ಯಾಚ್ ಕರ್ನಾಟಕ ಕೇಡರ್‌ನ ಐಪಿಎಸ್ ಅಧಿಕಾರಿಯಾಗಿದ್ದಾರೆ. ಸಿಬಿಐ ನೂತನ ನಿರ್ದೇಶಕರ ಹುದ್ದೆಗೆ ಡಿಜಿ–ಐಜಿಪಿ ಪ್ರವೀಣ್ ಸೂದ್ ಅವರನ್ನು ನೇಮಕ ಮಾಡಿ ಮೇ 14ರಂದು ಕೇಂದ್ರ ಸರ್ಕಾರ ಆದೇಶಿಸಿತ್ತು. ಪ್ರಧಾನಿ ನರೇಂದ್ರ ಮೋದಿ, ಭಾರತದ ಮುಖ್ಯ ನ್ಯಾಯಮೂರ್ತಿ ಡಿ.ವೈ.ಚಂದ್ರಚೂಡ್ ಮತ್ತು ಲೋಕಸಭೆಯ ವಿರೋಧ ಪಕ್ಷದ ನಾಯಕ ಅಧೀರ್ ರಂಜನ್ ಚೌಧರಿ ಅವರನ್ನೊಳಗೊಂಡ ಸಮಿತಿ ಪ್ರವೀಣ್ ಸೂದ್ ಅವರ ಹೆಸರನ್ನು ಅಂತಿಮಗೊಳಿಸಿತ್ತು. 2024ರ ಮೇನಲ್ಲಿ ನಿವೃತ್ತಿ ಆಗಬೇಕಿದ್ದ ಪ್ರವೀಣ್ ಸೂದ್, ಸಿಬಿಐ ನಿರ್ದೇಶಕ ಹುದ್ದೆ ಹಿನ್ನೆಲೆಯಲ್ಲಿ 2025ರ ಮೇವರೆಗೂ ಕಾರ್ಯನಿರ್ವಹಿಸಲಿದ್ದಾರೆ. [749, 1289, 1095, 1461]
letter-2-text: ದೇಶದ ರಾಜಧಾನಿ ನವದೆಹಲಿಯಲ್ಲಿ ನಿರ್ಮಾಣಗೊಂಡಿರುವ ನೂತನ ಸಂಸತ್ ಭವನದ ಉದ್ಘಾಟನಾ ಕಾರ್ಯಕ್ರಮಕ್ಕೆ ದೇಶದ ಪ್ರಥಮ ಪ್ರಜೆಯಾದ ರಾಷ್ಟ್ರಪತಿಗಳಿಗೆ ಆಹ್ವಾನಿಸದೇ ಇರುವ ಬಗ್ಗೆ ವ್ಯಾಪಕ ಟೀಕೆಗಳು ವ್ಯಕ್ತವಾಗುತ್ತಿವೆ. ದೇಶದ ಸಾಂವಿಧಾನಿಕ ಮುಖ್ಯಸ್ಥರಾದ ರಾಷ್ಟ್ರಪತಿಗಳ ಸಹಿ ಇಲ್ಲದೇ ಯಾವುದೇ ಕಾನೂನು ಜಾರಿಗೆ ಬರುವುದಿಲ್ಲ. ಪ್ರಧಾನಮಂತ್ರಿ ನರೇಂದ್ರ ಮೋದಿ ಅವರೇ ಭವನವನ್ನು ಉದ್ಘಾಟಿಸುವುದು ಸರಿಯಲ್ಲ ಎಂದು ಪ್ರತಿಪಕ್ಷಗಳು ಕಾರ್ಯಕ್ರಮ ಬಹಿಷ್ಕರಿಸಲು ನಿರ್ಧರಿಸಿವೆ. ರಾಷ್ಟ್ರಪತಿಗಳು ತಮ್ಮ ಕರ್ತವ್ಯಗಳನ್ನು ಸಕ್ರಿಯವಾಗಿ ನಿರ್ವಹಿಸಿ ದೇಶದ ಜನರ ವಿಶ್ವಾಸ ಗಳಿಸಲಿ. [109, 1112, 473, 1303]
lead-headline-1: ನಮ್ಮಲ್ಲಿ ಗ್ಯಾರಂಟಿ [735, 143, 1081, 217]
bhavan-bottom-rule [1108, 1662, 1488, 1665]
